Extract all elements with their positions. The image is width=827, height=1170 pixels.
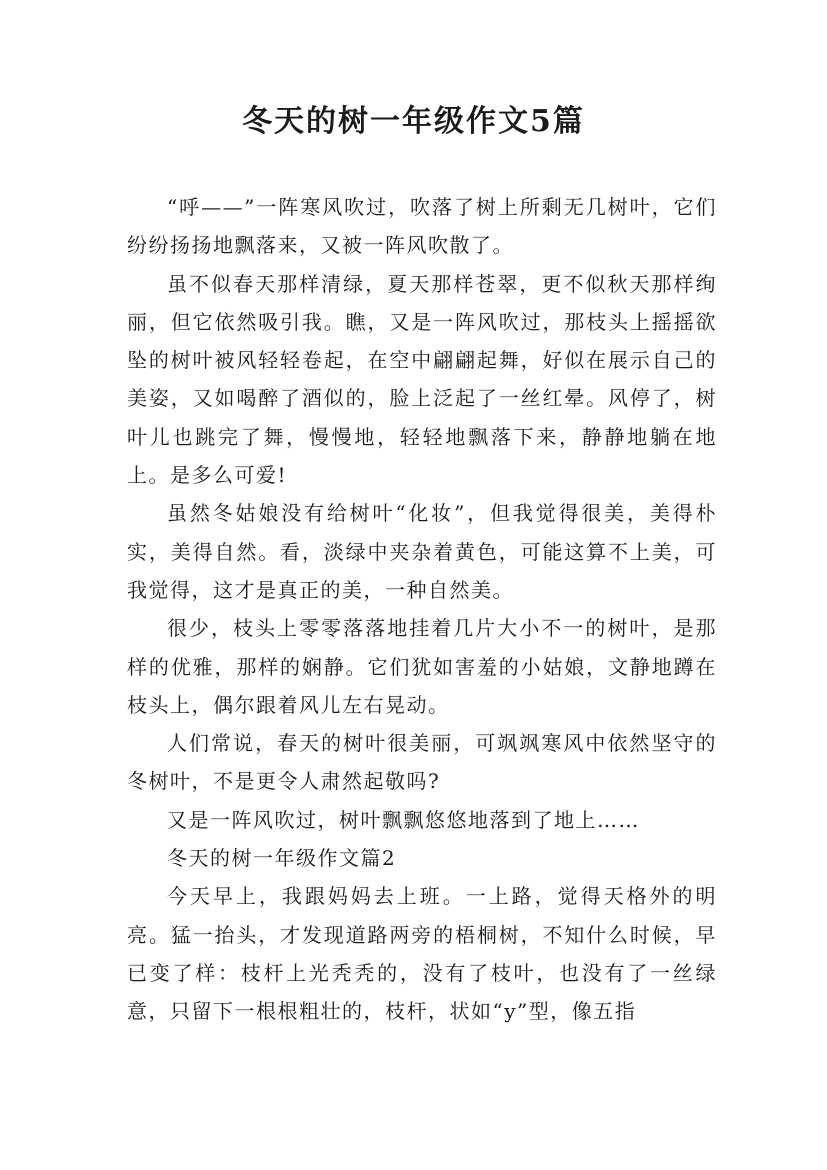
paragraph: 很少，枝头上零零落落地挂着几片大小不一的树叶，是那样的优雅，那样的娴静。它们犹如害羞的小姑娘，文静地蹲在枝头上，偶尔跟着风儿左右晃动。 (127, 616, 717, 717)
paragraph: 今天早上，我跟妈妈去上班。一上路，觉得天格外的明亮。猛一抬头，才发现道路两旁的梧桐树，不知什么时候，早已变了样：枝杆上光秃秃的，没有了枝叶，也没有了一丝绿意，只留下一根根粗壮的，枝杆，状如“y”型，像五指 (127, 884, 717, 1024)
paragraph: “呼——”一阵寒风吹过，吹落了树上所剩无几树叶，它们纷纷扬扬地飘落来，又被一阵风吹散了。 (127, 195, 717, 258)
document-title: 冬天的树一年级作文5篇 (242, 104, 585, 139)
paragraph: 虽不似春天那样清绿，夏天那样苍翠，更不似秋天那样绚丽，但它依然吸引我。瞧，又是一阵风吹过，那枝头上摇摇欲坠的树叶被风轻轻卷起，在空中翩翩起舞，好似在展示自己的美姿，又如喝醉了酒似的，脸上泛起了一丝红晕。风停了，树叶儿也跳完了舞，慢慢地，轻轻地飘落下来，静静地躺在地上。是多么可爱! (127, 271, 717, 488)
document-body (127, 188, 717, 1031)
paragraph: 人们常说，春天的树叶很美丽，可飒飒寒风中依然坚守的冬树叶，不是更令人肃然起敬吗? (127, 731, 717, 794)
paragraph: 又是一阵风吹过，树叶飘飘悠悠地落到了地上…… (167, 807, 640, 832)
paragraph: 虽然冬姑娘没有给树叶“化妆”，但我觉得很美，美得朴实，美得自然。看，淡绿中夹杂着黄色，可能这算不上美，可我觉得，这才是真正的美，一种自然美。 (127, 501, 717, 602)
section-heading: 冬天的树一年级作文篇2 (167, 846, 397, 871)
